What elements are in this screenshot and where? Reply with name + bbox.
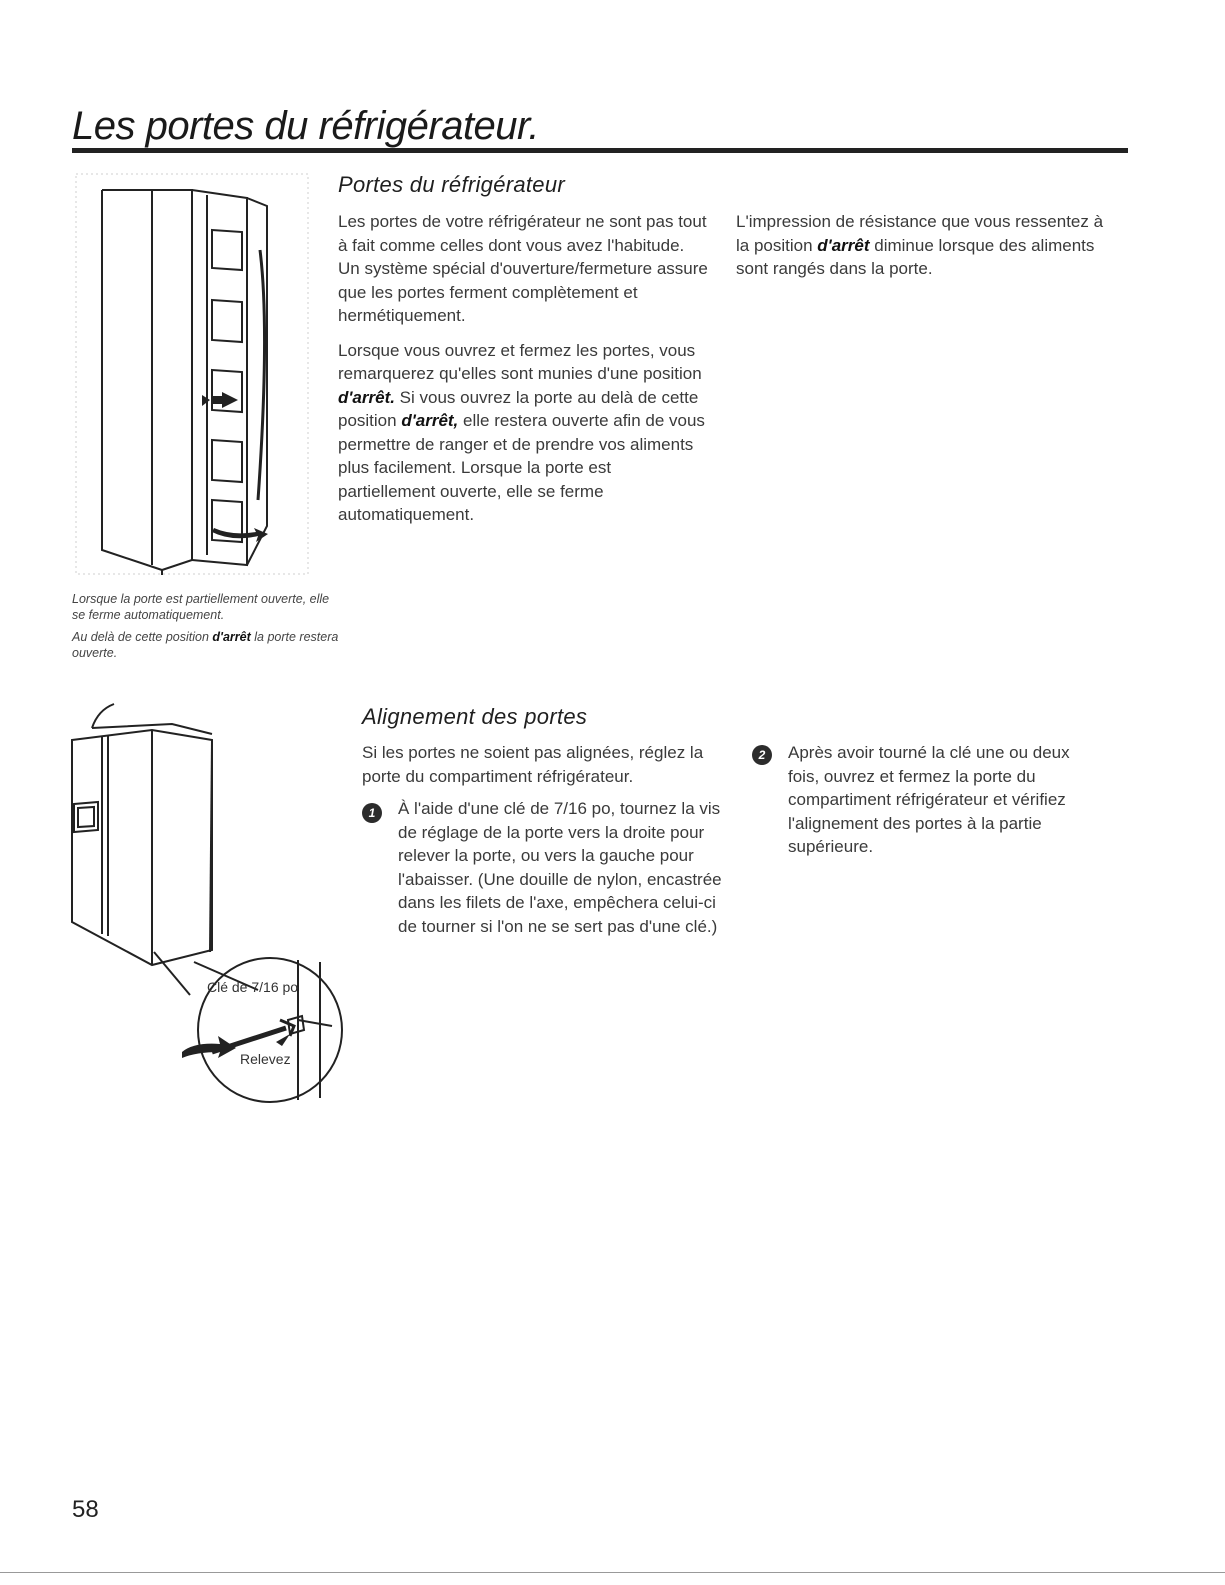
doors-column-left [338,210,710,538]
section-heading-alignment: Alignement des portes [362,704,588,729]
section-heading-doors: Portes du réfrigérateur [338,172,566,197]
bottom-rule [0,1572,1225,1573]
door-open-illustration [72,170,312,580]
alignment-column-left [362,741,732,799]
caption-partial-open: Lorsque la porte est partiellement ouverte, elle se ferme automatiquement. [72,592,330,622]
alignment-intro: Si les portes ne soient pas alignées, réglez la porte du compartiment réfrigérateur. [362,743,704,786]
step-1-badge: 1 [362,803,382,823]
door-alignment-illustration [62,690,352,1110]
illustration-caption [72,592,342,668]
doors-paragraph-1: Les portes de votre réfrigérateur ne sont pas tout à fait comme celles dont vous avez l'habitude. Un système spécial d'ouverture/fermeture assure que les portes ferment complètement et hermétiquement. [338,212,708,325]
step-2-badge: 2 [752,745,772,765]
wrench-size-label: Clé de 7/16 po [207,979,299,995]
page-title: Les portes du réfrigérateur. [72,104,539,148]
caption-stop-position: Au delà de cette position d'arrêt la porte restera ouverte. [72,630,339,660]
page-number: 58 [72,1496,99,1523]
doors-paragraph-2: Lorsque vous ouvrez et fermez les portes, vous remarquerez qu'elles sont munies d'une position d'arrêt. Si vous ouvrez la porte au delà de cette position d'arrêt, elle restera ouverte afin de vous permettre de ranger et de prendre vos aliments plus facilement. Lorsque la porte est partiellement ouverte, elle se ferme automatiquement. [338,340,705,524]
doors-paragraph-3: L'impression de résistance que vous ressentez à la position d'arrêt diminue lorsque des aliments sont rangés dans la porte. [736,212,1104,278]
doors-column-right [736,210,1116,292]
raise-label: Relevez [240,1051,291,1067]
title-rule [72,148,1128,153]
step-2-text: Après avoir tourné la clé une ou deux fois, ouvrez et fermez la porte du compartiment réfrigérateur et vérifiez l'alignement des portes à la partie supérieure. [788,743,1070,856]
step-1-text: À l'aide d'une clé de 7/16 po, tournez la vis de réglage de la porte vers la droite pour relever la porte, ou vers la gauche pour l'abaisser. (Une douille de nylon, encastrée dans les filets de l'axe, empêchera celui-ci de tourner si l'on ne se sert pas d'une clé.) [398,799,722,936]
